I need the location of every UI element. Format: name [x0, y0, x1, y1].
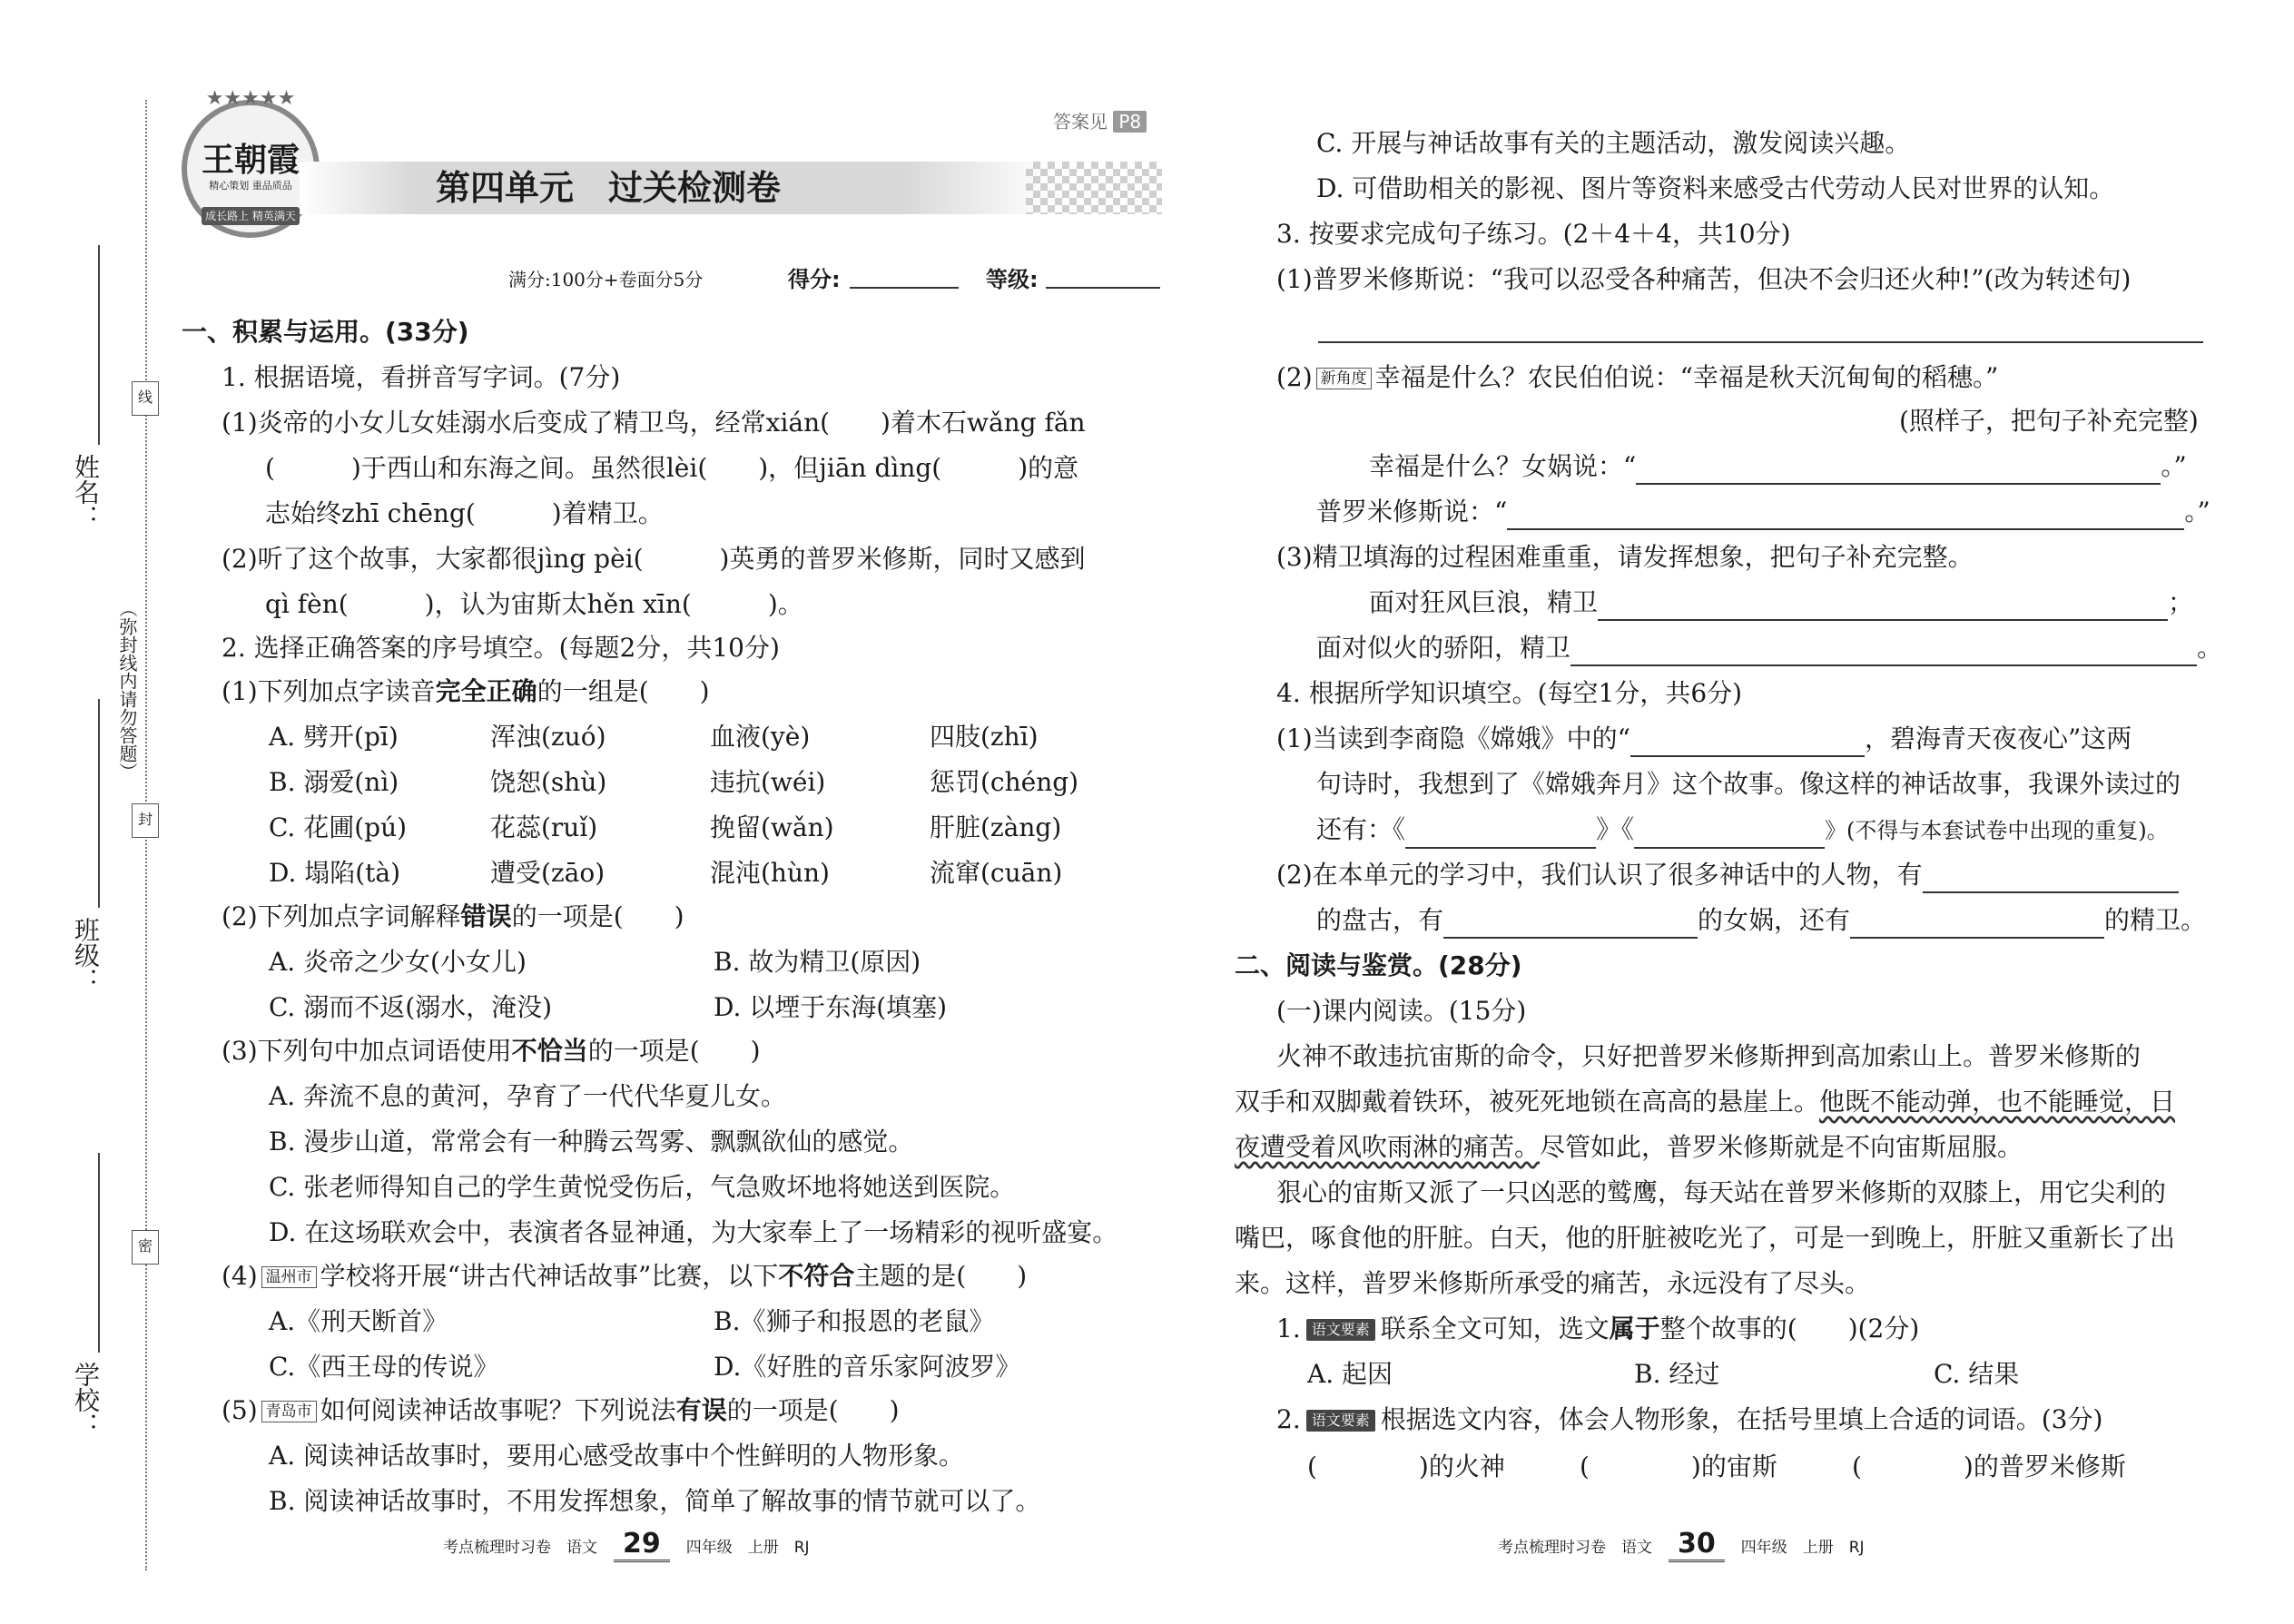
q2-4-region-tag: 温州市 [261, 1266, 317, 1288]
passage-p1-line-c [1235, 1129, 2023, 1166]
footer-left-pre: 考点梳理时习卷 语文 [443, 1539, 597, 1557]
q3-1-prompt: (1)普罗米修斯说：“我可以忍受各种痛苦，但决不会归还火种!”(改为转述句) [1276, 264, 2132, 294]
q2-1-C-3: 挽留(wǎn) [710, 812, 834, 842]
q2-1-A-3: 血液(yè) [710, 722, 811, 752]
q2-1-post: 的一组是( ) [537, 676, 710, 706]
q2-3-C: C. 张老师得知自己的学生黄悦受伤后，气急败坏地将她送到医院。 [269, 1172, 1016, 1202]
q2-3-pre: (3)下列句中加点词语使用 [222, 1036, 512, 1066]
q4-1-poem-blank[interactable] [1630, 728, 1865, 757]
q2-3-bold: 不恰当 [511, 1036, 588, 1066]
q2-4-prompt[interactable] [222, 1258, 1027, 1294]
grade-field[interactable] [1046, 287, 1160, 289]
footer-left [443, 1528, 810, 1562]
r2-num: 2. [1276, 1404, 1301, 1434]
q4-2-b-mid: 的女娲，还有 [1698, 905, 1851, 935]
r1-option-B[interactable]: B. 经过 [1634, 1359, 1720, 1389]
binding-note: （弥封线内请勿答题） [116, 599, 138, 781]
q3-2-new-angle-tag: 新角度 [1316, 368, 1372, 389]
q2-4-C: C.《西王母的传说》 [269, 1352, 499, 1382]
q2-1-C-4: 肝脏(zàng) [930, 812, 1062, 842]
q3-3-a-semi: ； [2168, 587, 2194, 617]
q4-2-a-text: (2)在本单元的学习中，我们认识了很多神话中的人物，有 [1276, 860, 1923, 890]
q4-2-b-pre: 的盘古，有 [1316, 905, 1444, 935]
logo-text: 王朝霞 [201, 141, 300, 179]
passage-p1-b-pre: 双手和双脚戴着铁环，被死死地锁在高高的悬崖上。 [1235, 1087, 1820, 1117]
q2-4-D: D.《好胜的音乐家阿波罗》 [714, 1352, 1021, 1382]
q2-1-D-3: 混沌(hùn) [710, 858, 830, 888]
r1-post: 整个故事的( )(2分) [1659, 1314, 1920, 1343]
q2-5-bold: 有误 [675, 1395, 727, 1425]
q4-1-line-b: 句诗时，我想到了《嫦娥奔月》这个故事。像这样的神话故事，我课外读过的 [1316, 769, 2181, 799]
section-2-heading: 二、阅读与鉴赏。(28分) [1235, 950, 1522, 980]
r1-option-A[interactable]: A. 起因 [1307, 1359, 1393, 1389]
page-number-right: 30 [1669, 1528, 1725, 1562]
q2-prompt: 2. 选择正确答案的序号填空。(每题2分，共10分) [222, 633, 780, 663]
q4-1-book-blank-1[interactable] [1405, 820, 1596, 849]
page-number-left: 29 [614, 1528, 670, 1562]
footer-right-pre: 考点梳理时习卷 语文 [1498, 1539, 1652, 1557]
q3-3-b-period: 。 [2197, 633, 2223, 663]
passage-underlined-1: 他既不能动弹，也不能睡觉，日 [1819, 1087, 2176, 1117]
q4-2-blank-3[interactable] [1850, 910, 2104, 939]
q2-5-post: 的一项是( ) [726, 1395, 900, 1425]
q3-2-prompt [1276, 359, 1998, 396]
q1-prompt: 1. 根据语境，看拼音写字词。(7分) [222, 362, 621, 392]
q4-1-c-mid: 》《 [1596, 814, 1635, 844]
passage-p2-line-a: 狠心的宙斯又派了一只凶恶的鹫鹰，每天站在普罗米修斯的双膝上，用它尖利的 [1276, 1177, 2167, 1207]
q2-1-D-2: 遭受(zāo) [490, 858, 605, 888]
q2-5-B: B. 阅读神话故事时，不用发挥想象，简单了解故事的情节就可以了。 [269, 1486, 1041, 1516]
school-field[interactable] [98, 1153, 100, 1353]
q2-3-prompt[interactable] [222, 1033, 761, 1069]
q4-prompt: 4. 根据所学知识填空。(每空1分，共6分) [1276, 678, 1743, 708]
q1-1-line-a[interactable]: (1)炎帝的小女儿女娃溺水后变成了精卫鸟，经常xián( )着木石wǎng fǎn [222, 408, 1086, 438]
q2-4-pre: (4) [222, 1261, 258, 1291]
q3-2-a-text: 幸福是什么？女娲说：“ [1369, 451, 1637, 481]
q2-1-D-4: 流窜(cuān) [930, 858, 1063, 888]
q2-2-D: D. 以堙于东海(填塞) [714, 992, 948, 1022]
score-field[interactable] [850, 287, 959, 289]
q4-1-c-post: 》(不得与本套试卷中出现的重复)。 [1825, 818, 2169, 843]
q3-3-a-text: 面对狂风巨浪，精卫 [1369, 587, 1599, 617]
q3-2-a-blank[interactable] [1636, 456, 2161, 485]
q1-2-line-a[interactable]: (2)听了这个故事，大家都很jìng pèi( )英勇的普罗米修斯，同时又感到 [222, 544, 1086, 574]
q2-1-prompt[interactable] [222, 674, 710, 710]
q4-2-blank-2[interactable] [1443, 910, 1698, 939]
q3-3-line-b[interactable] [1316, 630, 2222, 666]
r1-num: 1. [1276, 1314, 1301, 1343]
title-checker [1026, 162, 1162, 214]
passage-p1-c-post: 尽管如此，普罗米修斯就是不向宙斯屈服。 [1540, 1132, 2023, 1162]
r2-post: 根据选文内容，体会人物形象，在括号里填上合适的词语。(3分) [1380, 1404, 2103, 1434]
logo-sub1: 精心策划 重品质品 [209, 180, 292, 192]
r1-option-C[interactable]: C. 结果 [1934, 1359, 2020, 1389]
q2-4-mid: 学校将开展“讲古代神话故事”比赛，以下 [320, 1261, 779, 1291]
r2-blank-prometheus[interactable]: ( )的普罗米修斯 [1852, 1452, 2126, 1481]
logo-stars: ★★★★★ [205, 87, 296, 110]
q3-2-b-text: 普罗米修斯说：“ [1316, 497, 1508, 527]
q2-1-A-2: 浑浊(zuó) [490, 722, 606, 752]
passage-p2-line-c: 来。这样，普罗米修斯所承受的痛苦，永远没有了尽头。 [1235, 1268, 1871, 1298]
q4-1-a-pre: (1)当读到李商隐《嫦娥》中的“ [1276, 723, 1630, 753]
q2-4-B: B.《狮子和报恩的老鼠》 [714, 1306, 995, 1336]
answer-ref-text: 答案见 [1053, 111, 1108, 133]
q3-2-line-a[interactable] [1369, 448, 2187, 485]
q4-1-book-blank-2[interactable] [1634, 820, 1825, 849]
footer-right [1498, 1528, 1865, 1562]
binding-mark-seal: 封 [132, 803, 159, 838]
q4-1-c-pre: 还有：《 [1316, 814, 1406, 844]
section-1-heading: 一、积累与运用。(33分) [182, 317, 469, 347]
name-field[interactable] [98, 245, 100, 445]
q3-prompt: 3. 按要求完成句子练习。(2＋4＋4，共10分) [1276, 219, 1791, 249]
q2-5-pre: (5) [222, 1395, 258, 1425]
q3-2-hint: (照样子，把句子补充完整) [1899, 406, 2199, 436]
r1-pre: 联系全文可知，选文 [1380, 1314, 1610, 1343]
logo-ribbon: 成长路上 精英满天 [202, 207, 300, 225]
binding-mark-secret: 密 [132, 1230, 159, 1265]
q2-2-pre: (2)下列加点字词解释 [222, 901, 461, 931]
r2-blank-zeus[interactable]: ( )的宙斯 [1580, 1452, 1777, 1481]
r2-blank-fire-god[interactable]: ( )的火神 [1307, 1452, 1505, 1481]
q2-1-B-1: B. 溺爱(nì) [269, 767, 399, 797]
q2-5-prompt[interactable] [222, 1393, 900, 1429]
passage-p1-line-a: 火神不敢违抗宙斯的命令，只好把普罗米修斯押到高加索山上。普罗米修斯的 [1276, 1041, 2141, 1071]
footer-left-post: 四年级 上册 RJ [685, 1539, 810, 1557]
name-label: 姓名： [71, 454, 101, 530]
q2-2-C: C. 溺而不返(溺水，淹没) [269, 992, 553, 1022]
q2-2-bold: 错误 [460, 901, 512, 931]
q2-3-post: 的一项是( ) [587, 1036, 761, 1066]
q2-2-A: A. 炎帝之少女(小女儿) [269, 947, 527, 977]
school-label: 学校： [71, 1362, 101, 1438]
r1-bold: 属于 [1609, 1314, 1660, 1343]
q2-1-bold: 完全正确 [435, 676, 537, 706]
q3-3-line-a[interactable] [1369, 585, 2193, 621]
q3-2-b-blank[interactable] [1507, 501, 2184, 530]
q2-2-B: B. 故为精卫(原因) [714, 947, 921, 977]
class-label: 班级： [71, 917, 101, 993]
q4-2-line-b[interactable] [1316, 902, 2206, 939]
q2-5-C: C. 开展与神话故事有关的主题活动，激发阅读兴趣。 [1316, 128, 1911, 158]
q2-1-A-1: A. 劈开(pī) [269, 722, 399, 752]
grade-label: 等级: [986, 267, 1039, 292]
q2-5-region-tag: 青岛市 [261, 1401, 317, 1422]
q3-2-line-b[interactable] [1316, 494, 2210, 530]
q2-3-B: B. 漫步山道，常常会有一种腾云驾雾、飘飘欲仙的感觉。 [269, 1127, 914, 1156]
q2-4-post: 主题的是( ) [854, 1261, 1028, 1291]
q2-1-D-1: D. 塌陷(tà) [269, 858, 401, 888]
class-field[interactable] [98, 699, 100, 908]
passage-p2-line-b: 嘴巴，啄食他的肝脏。白天，他的肝脏被吃光了，可是一到晚上，肝脏又重新长了出 [1235, 1223, 2176, 1253]
q2-4-A: A.《刑天断首》 [269, 1306, 448, 1336]
q2-1-B-3: 违抗(wéi) [710, 767, 826, 797]
q2-1-B-4: 惩罚(chéng) [930, 767, 1079, 797]
q2-1-C-1: C. 花圃(pú) [269, 812, 408, 842]
q2-1-A-4: 四肢(zhī) [930, 722, 1039, 752]
q3-2-pre: (2) [1276, 362, 1313, 392]
q3-3-prompt: (3)精卫填海的过程困难重重，请发挥想象，把句子补充完整。 [1276, 542, 1974, 572]
q4-2-blank-1[interactable] [1923, 864, 2179, 893]
q1-2-line-b[interactable]: qì fèn( )，认为宙斯太hěn xīn( )。 [265, 589, 803, 619]
r2-prompt [1276, 1402, 2102, 1438]
binding-mark-line: 线 [132, 381, 159, 416]
q4-2-b-post: 的精卫。 [2104, 905, 2207, 935]
q2-1-B-2: 饶恕(shù) [490, 767, 607, 797]
r2-yuwen-tag: 语文要素 [1306, 1410, 1375, 1432]
q2-3-A: A. 奔流不息的黄河，孕育了一代代华夏儿女。 [269, 1081, 787, 1111]
q4-1-a-post: ，碧海青天夜夜心”这两 [1864, 723, 2132, 753]
q4-1-line-a[interactable] [1276, 721, 2132, 757]
r1-prompt[interactable] [1276, 1311, 1919, 1347]
answer-ref [1053, 107, 1147, 133]
passage-p1-line-b [1235, 1084, 2175, 1120]
footer-right-post: 四年级 上册 RJ [1740, 1539, 1865, 1557]
q2-5-D: D. 可借助相关的影视、图片等资料来感受古代劳动人民对世界的认知。 [1316, 173, 2115, 203]
q2-5-mid: 如何阅读神话故事呢？下列说法 [320, 1395, 676, 1425]
score-label: 得分: [788, 267, 841, 292]
q3-2-a-close: 。” [2161, 451, 2187, 481]
q3-2-b-close: 。” [2184, 497, 2210, 527]
q3-2-post: 幸福是什么？农民伯伯说：“幸福是秋天沉甸甸的稻穗。” [1374, 362, 1999, 392]
q3-3-b-text: 面对似火的骄阳，精卫 [1316, 633, 1571, 663]
section-2-1-heading: (一)课内阅读。(15分) [1276, 996, 1527, 1026]
q2-4-bold: 不符合 [778, 1261, 855, 1291]
q2-1-pre: (1)下列加点字读音 [222, 676, 436, 706]
q2-1-C-2: 花蕊(ruǐ) [490, 812, 598, 842]
q2-5-A: A. 阅读神话故事时，要用心感受故事中个性鲜明的人物形象。 [269, 1441, 965, 1471]
passage-underlined-2: 夜遭受着风吹雨淋的痛苦。 [1235, 1132, 1541, 1162]
q2-2-post: 的一项是( ) [511, 901, 684, 931]
answer-ref-page: P8 [1113, 111, 1147, 133]
score-info: 满分:100分+卷面分5分 [508, 269, 704, 290]
q3-3-a-blank[interactable] [1598, 592, 2168, 621]
q1-1-line-c[interactable]: 志始终zhī chēng( )着精卫。 [265, 498, 664, 528]
q3-1-answer-line[interactable] [1318, 341, 2203, 343]
page-title: 第四单元 过关检测卷 [436, 168, 782, 208]
q4-2-line-a[interactable] [1276, 857, 2179, 893]
q3-3-b-blank[interactable] [1570, 637, 2197, 666]
r1-yuwen-tag: 语文要素 [1306, 1319, 1375, 1341]
q2-2-prompt[interactable] [222, 899, 684, 935]
q1-1-line-b[interactable]: ( )于西山和东海之间。虽然很lèi( )，但jiān dìng( )的意 [265, 453, 1079, 483]
q2-3-D: D. 在这场联欢会中，表演者各显神通，为大家奉上了一场精彩的视听盛宴。 [269, 1217, 1118, 1247]
q4-1-line-c[interactable] [1316, 812, 2169, 849]
